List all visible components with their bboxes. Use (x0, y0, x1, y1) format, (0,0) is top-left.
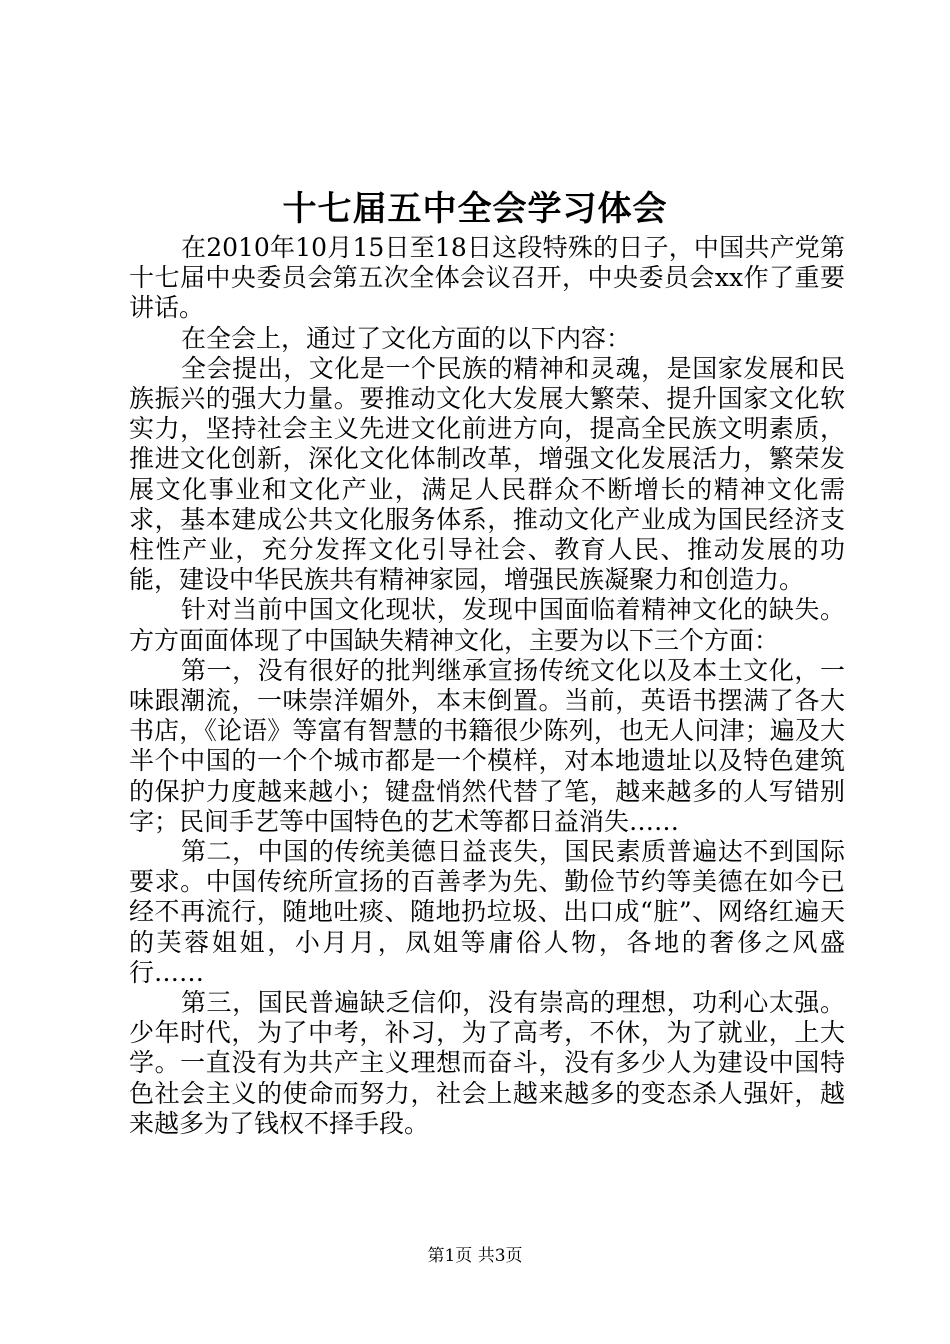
paragraph: 第三，国民普遍缺乏信仰，没有崇高的理想，功利心太强。少年时代，为了中考，补习，为了高考，不休，为了就业，上大学。一直没有为共产主义理想而奋斗，没有多少人为建设中国特色社会主义的使命而努力，社会上越来越多的变态杀人强奸，越来越多为了钱权不择手段。 (129, 988, 845, 1138)
page-indicator: 第1页 共3页 (427, 1246, 523, 1266)
paragraph: 针对当前中国文化现状，发现中国面临着精神文化的缺失。方方面面体现了中国缺失精神文化，主要为以下三个方面： (129, 595, 845, 655)
paragraph: 全会提出，文化是一个民族的精神和灵魂，是国家发展和民族振兴的强大力量。要推动文化大发展大繁荣、提升国家文化软实力，坚持社会主义先进文化前进方向，提高全民族文明素质，推进文化创新，深化文化体制改革，增强文化发展活力，繁荣发展文化事业和文化产业，满足人民群众不断增长的精神文化需求，基本建成公共文化服务体系，推动文化产业成为国民经济支柱性产业，充分发挥文化引导社会、教育人民、推动发展的功能，建设中华民族共有精神家园，增强民族凝聚力和创造力。 (129, 353, 845, 595)
paragraph: 在2010年10月15日至18日这段特殊的日子，中国共产党第十七届中央委员会第五次全体会议召开，中央委员会xx作了重要讲话。 (129, 233, 845, 323)
paragraph: 第一，没有很好的批判继承宣扬传统文化以及本土文化，一味跟潮流，一味崇洋媚外，本末倒置。当前，英语书摆满了各大书店，《论语》等富有智慧的书籍很少陈列，也无人问津；遍及大半个中国的一个个城市都是一个模样，对本地遗址以及特色建筑的保护力度越来越小；键盘悄然代替了笔，越来越多的人写错别字；民间手艺等中国特色的艺术等都日益消失…… (129, 655, 845, 836)
document-body (129, 233, 845, 1139)
page-footer (0, 1244, 950, 1268)
document-title: 十七届五中全会学习体会 (282, 189, 668, 229)
paragraph: 第二，中国的传统美德日益丧失，国民素质普遍达不到国际要求。中国传统所宣扬的百善孝为先、勤俭节约等美德在如今已经不再流行，随地吐痰、随地扔垃圾、出口成“脏”、网络红遍天的芙蓉姐姐，小月月，凤姐等庸俗人物，各地的奢侈之风盛行…… (129, 837, 845, 987)
paragraph: 在全会上，通过了文化方面的以下内容： (181, 323, 632, 353)
